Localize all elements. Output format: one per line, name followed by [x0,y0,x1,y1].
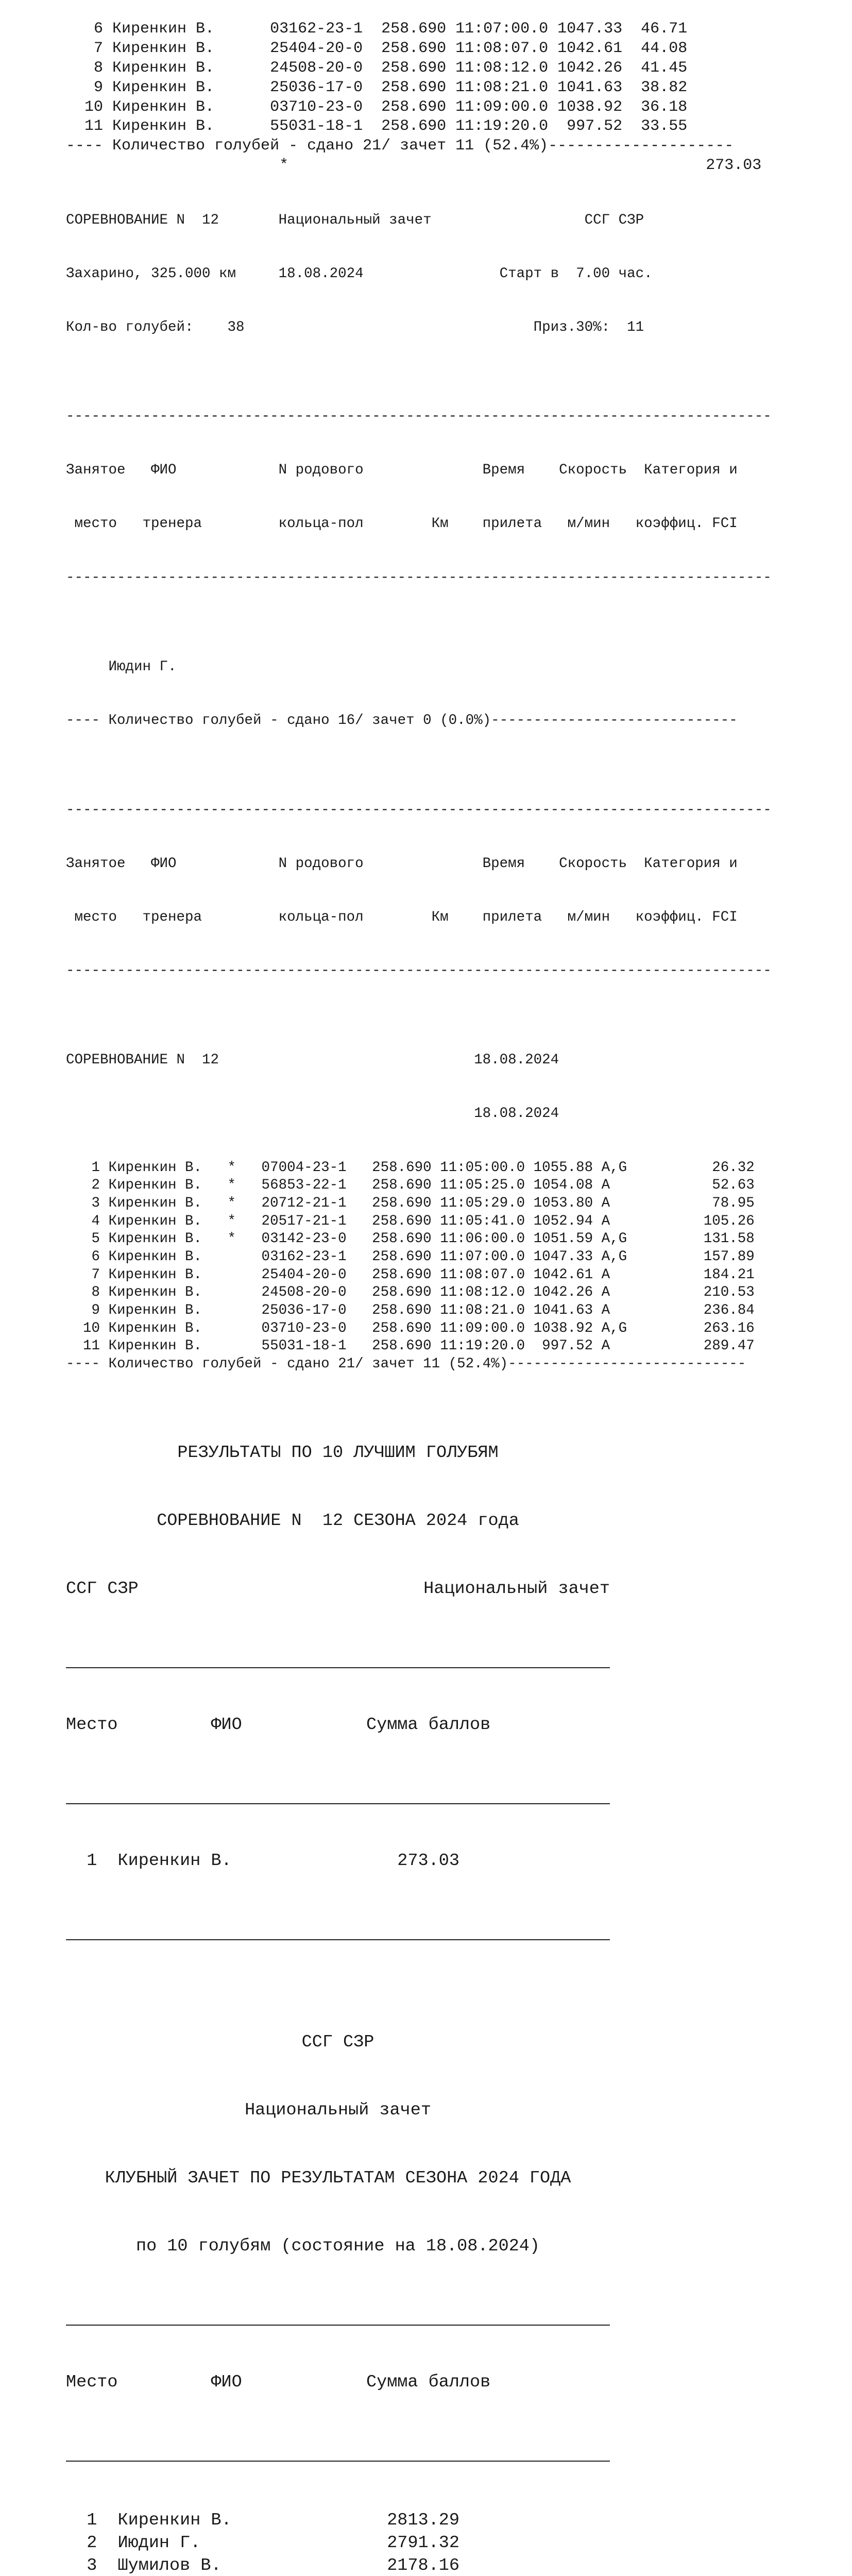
list-item: 1 Киренкин В. 273.03 [66,1851,459,1871]
top10-section [66,1396,610,1986]
empty-summary: ---- Количество голубей - сдано 16/ зачет 0 (0.0%)----------------------------- [66,713,738,729]
results-section [66,1016,844,1159]
empty-section [66,623,844,766]
table-row: 3 Киренкин В. * 20712-21-1 258.690 11:05:29.0 1053.80 A 78.95 [66,1195,755,1211]
table-row: 6 Киренкин В. 03162-23-1 258.690 11:07:00.0 1047.33 46.71 [66,20,688,38]
results-title: СОРЕВНОВАНИЕ N 12 18.08.2024 [66,1052,559,1069]
season-header: Место ФИО Сумма баллов [66,2372,491,2392]
results-date: 18.08.2024 [66,1106,559,1122]
table-row: 7 Киренкин В. 25404-20-0 258.690 11:08:07.0 1042.61 A 184.21 [66,1266,755,1283]
table-header-2: ----------------------------------------------------------------------------------- Занятое ФИО N родового Время Скорость Категория и место тренера кольца-пол Км прилета м/мин коэффиц. FCI ----------------------------------------------------------------------------------- [66,802,772,979]
divider [66,2439,610,2462]
divider [66,1646,610,1668]
table-row: 4 Киренкин В. * 20517-21-1 258.690 11:05:41.0 1052.94 A 105.26 [66,1213,755,1229]
list-item: 3 Шумилов В. 2178.16 [66,2555,459,2575]
top10-title: РЕЗУЛЬТАТЫ ПО 10 ЛУЧШИМ ГОЛУБЯМ [177,1443,499,1463]
table-row: 1 Киренкин В. * 07004-23-1 258.690 11:05:00.0 1055.88 A,G 26.32 [66,1159,755,1176]
top10-org-scope: ССГ СЗР Национальный зачет [66,1579,610,1599]
table-row: 10 Киренкин В. 03710-23-0 258.690 11:09:00.0 1038.92 36.18 [66,98,688,116]
season-org: ССГ СЗР [301,2032,374,2052]
divider [66,2303,610,2326]
top10-subtitle: СОРЕВНОВАНИЕ N 12 СЕЗОНА 2024 года [157,1511,519,1531]
table-row: 2 Киренкин В. * 56853-22-1 258.690 11:05:25.0 1054.08 A 52.63 [66,1177,755,1194]
race-results-document [66,20,844,2576]
table-row: 8 Киренкин В. 24508-20-0 258.690 11:08:12.0 1042.26 A 210.53 [66,1284,755,1301]
table-row: 8 Киренкин В. 24508-20-0 258.690 11:08:12.0 1042.26 41.45 [66,59,688,77]
table-row: 5 Киренкин В. * 03142-23-0 258.690 11:06:00.0 1051.59 A,G 131.58 [66,1231,755,1247]
list-item: 1 Киренкин В. 2813.29 [66,2510,459,2530]
results-summary: ---- Количество голубей - сдано 21/ зачет 11 (52.4%)---------------------------- [66,1356,746,1372]
divider [66,1918,610,1940]
competition-header: СОРЕВНОВАНИЕ N 12 Национальный зачет ССГ СЗР Захарино, 325.000 км 18.08.2024 Старт в 7.00 час. Кол-во голубей: 38 Приз.30%: 11 [66,212,653,335]
column-headings-2: место тренера кольца-пол Км прилета м/мин коэффиц. FCI [66,516,738,532]
table-row: 11 Киренкин В. 55031-18-1 258.690 11:19:20.0 997.52 33.55 [66,117,688,135]
list-item: 2 Июдин Г. 2791.32 [66,2533,459,2553]
column-headings-1: Занятое ФИО N родового Время Скорость Категория и [66,462,738,479]
results-table [66,1159,844,1356]
previous-summary: ---- Количество голубей - сдано 21/ зачет 11 (52.4%)-------------------- * 273.03 [66,137,844,176]
table-row: 9 Киренкин В. 25036-17-0 258.690 11:08:21.0 1041.63 A 236.84 [66,1302,755,1319]
season-subtitle: по 10 голубям (состояние на 18.08.2024) [135,2236,540,2256]
divider [66,1782,610,1804]
total-score-line: * 273.03 [66,157,762,175]
season-section [66,1986,610,2576]
season-title: КЛУБНЫЙ ЗАЧЕТ ПО РЕЗУЛЬТАТАМ СЕЗОНА 2024 ГОДА [105,2168,571,2188]
table-row: 7 Киренкин В. 25404-20-0 258.690 11:08:07.0 1042.61 44.08 [66,39,688,57]
previous-results-block [66,20,844,137]
table-row: 9 Киренкин В. 25036-17-0 258.690 11:08:21.0 1041.63 38.82 [66,78,688,96]
table-row: 10 Киренкин В. 03710-23-0 258.690 11:09:00.0 1038.92 A,G 263.16 [66,1320,755,1336]
table-header: ----------------------------------------------------------------------------------- Занятое ФИО N родового Время Скорость Категория и место тренера кольца-пол Км прилета м/мин коэффиц. FCI ----------------------------------------------------------------------------------- [66,372,844,623]
season-scope: Национальный зачет [245,2100,431,2120]
table-row: 11 Киренкин В. 55031-18-1 258.690 11:19:20.0 997.52 A 289.47 [66,1338,755,1354]
fancier-name: Июдин Г. [66,659,177,675]
top10-header: Место ФИО Сумма баллов [66,1715,491,1735]
table-row: 6 Киренкин В. 03162-23-1 258.690 11:07:00.0 1047.33 A,G 157.89 [66,1249,755,1265]
